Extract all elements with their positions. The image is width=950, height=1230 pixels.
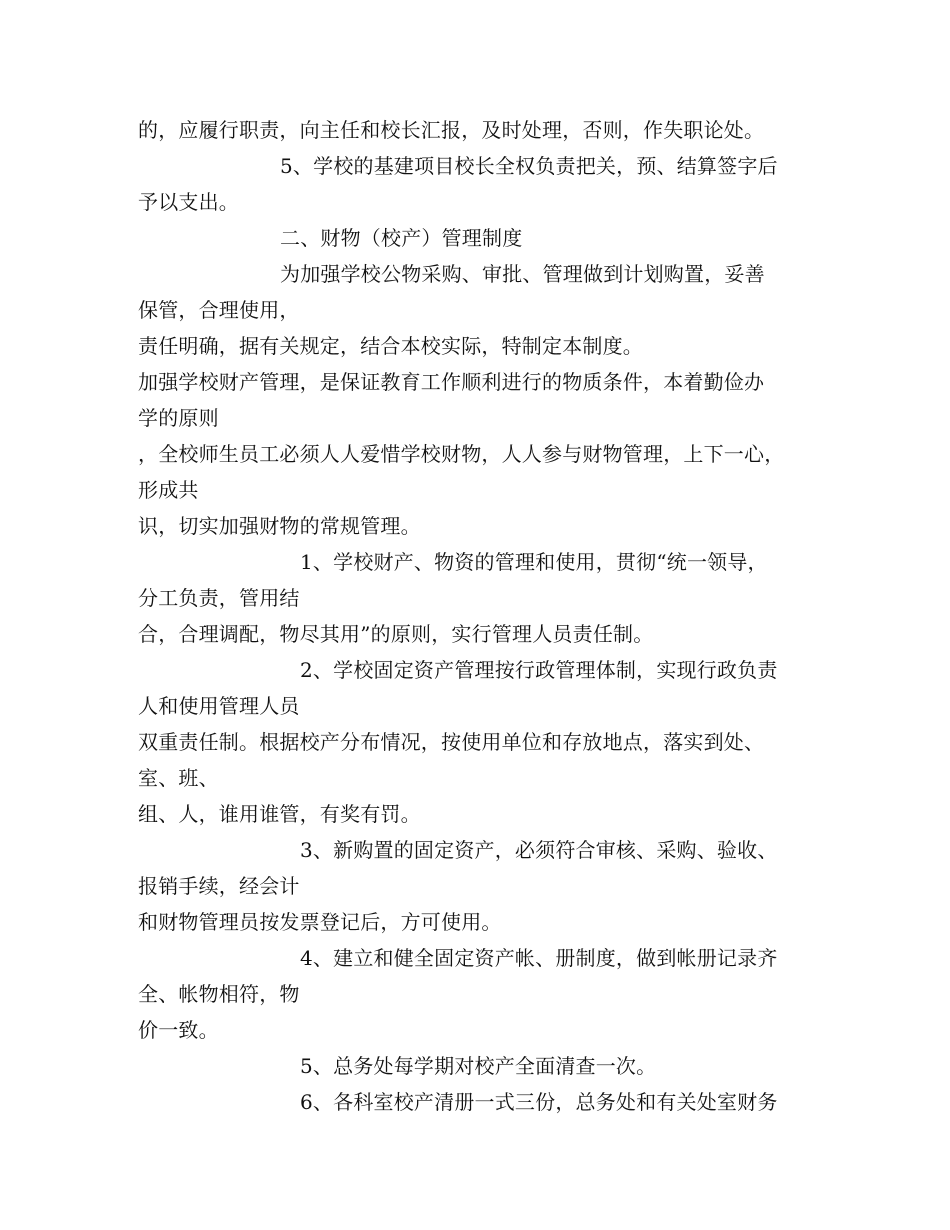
text-line: 组、人，谁用谁管，有奖有罚。 [138,802,421,826]
text-line: 形成共 [138,478,199,502]
text-line: 双重责任制。根据校产分布情况，按使用单位和存放地点，落实到处、 [138,730,765,754]
text-line: 学的原则 [138,406,219,430]
text-line: ，全校师生员工必须人人爱惜学校财物，人人参与财物管理，上下一心， [138,442,785,466]
text-line: 为加强学校公物采购、审批、管理做到计划购置，妥善 [280,262,765,286]
text-line: 加强学校财产管理，是保证教育工作顺利进行的物质条件，本着勤俭办 [138,370,765,394]
section-heading: 二、财物（校产）管理制度 [280,226,523,250]
text-line: 价一致。 [138,1018,219,1042]
text-line: 责任明确，据有关规定，结合本校实际，特制定本制度。 [138,334,643,358]
text-line: 3、新购置的固定资产，必须符合审核、采购、验收、 [300,838,778,862]
text-line: 2、学校固定资产管理按行政管理体制，实现行政负责 [300,658,778,682]
text-line: 人和使用管理人员 [138,694,300,718]
text-line: 室、班、 [138,766,219,790]
text-line: 的，应履行职责，向主任和校长汇报，及时处理，否则，作失职论处。 [138,118,765,142]
text-line: 予以支出。 [138,190,239,214]
text-line: 合，合理调配，物尽其用”的原则，实行管理人员责任制。 [138,622,654,646]
text-line: 6、各科室校产清册一式三份，总务处和有关处室财务 [300,1090,778,1114]
text-line: 和财物管理员按发票登记后，方可使用。 [138,910,502,934]
text-line: 保管，合理使用， [138,298,300,322]
text-line: 5、学校的基建项目校长全权负责把关，预、结算签字后 [280,154,778,178]
text-line: 报销手续，经会计 [138,874,300,898]
text-line: 4、建立和健全固定资产帐、册制度，做到帐册记录齐 [300,946,778,970]
text-line: 全、帐物相符，物 [138,982,300,1006]
text-line: 分工负责，管用结 [138,586,300,610]
text-line: 1、学校财产、物资的管理和使用，贯彻“统一领导， [300,550,768,574]
text-line: 5、总务处每学期对校产全面清查一次。 [300,1054,657,1078]
text-line: 识，切实加强财物的常规管理。 [138,514,421,538]
